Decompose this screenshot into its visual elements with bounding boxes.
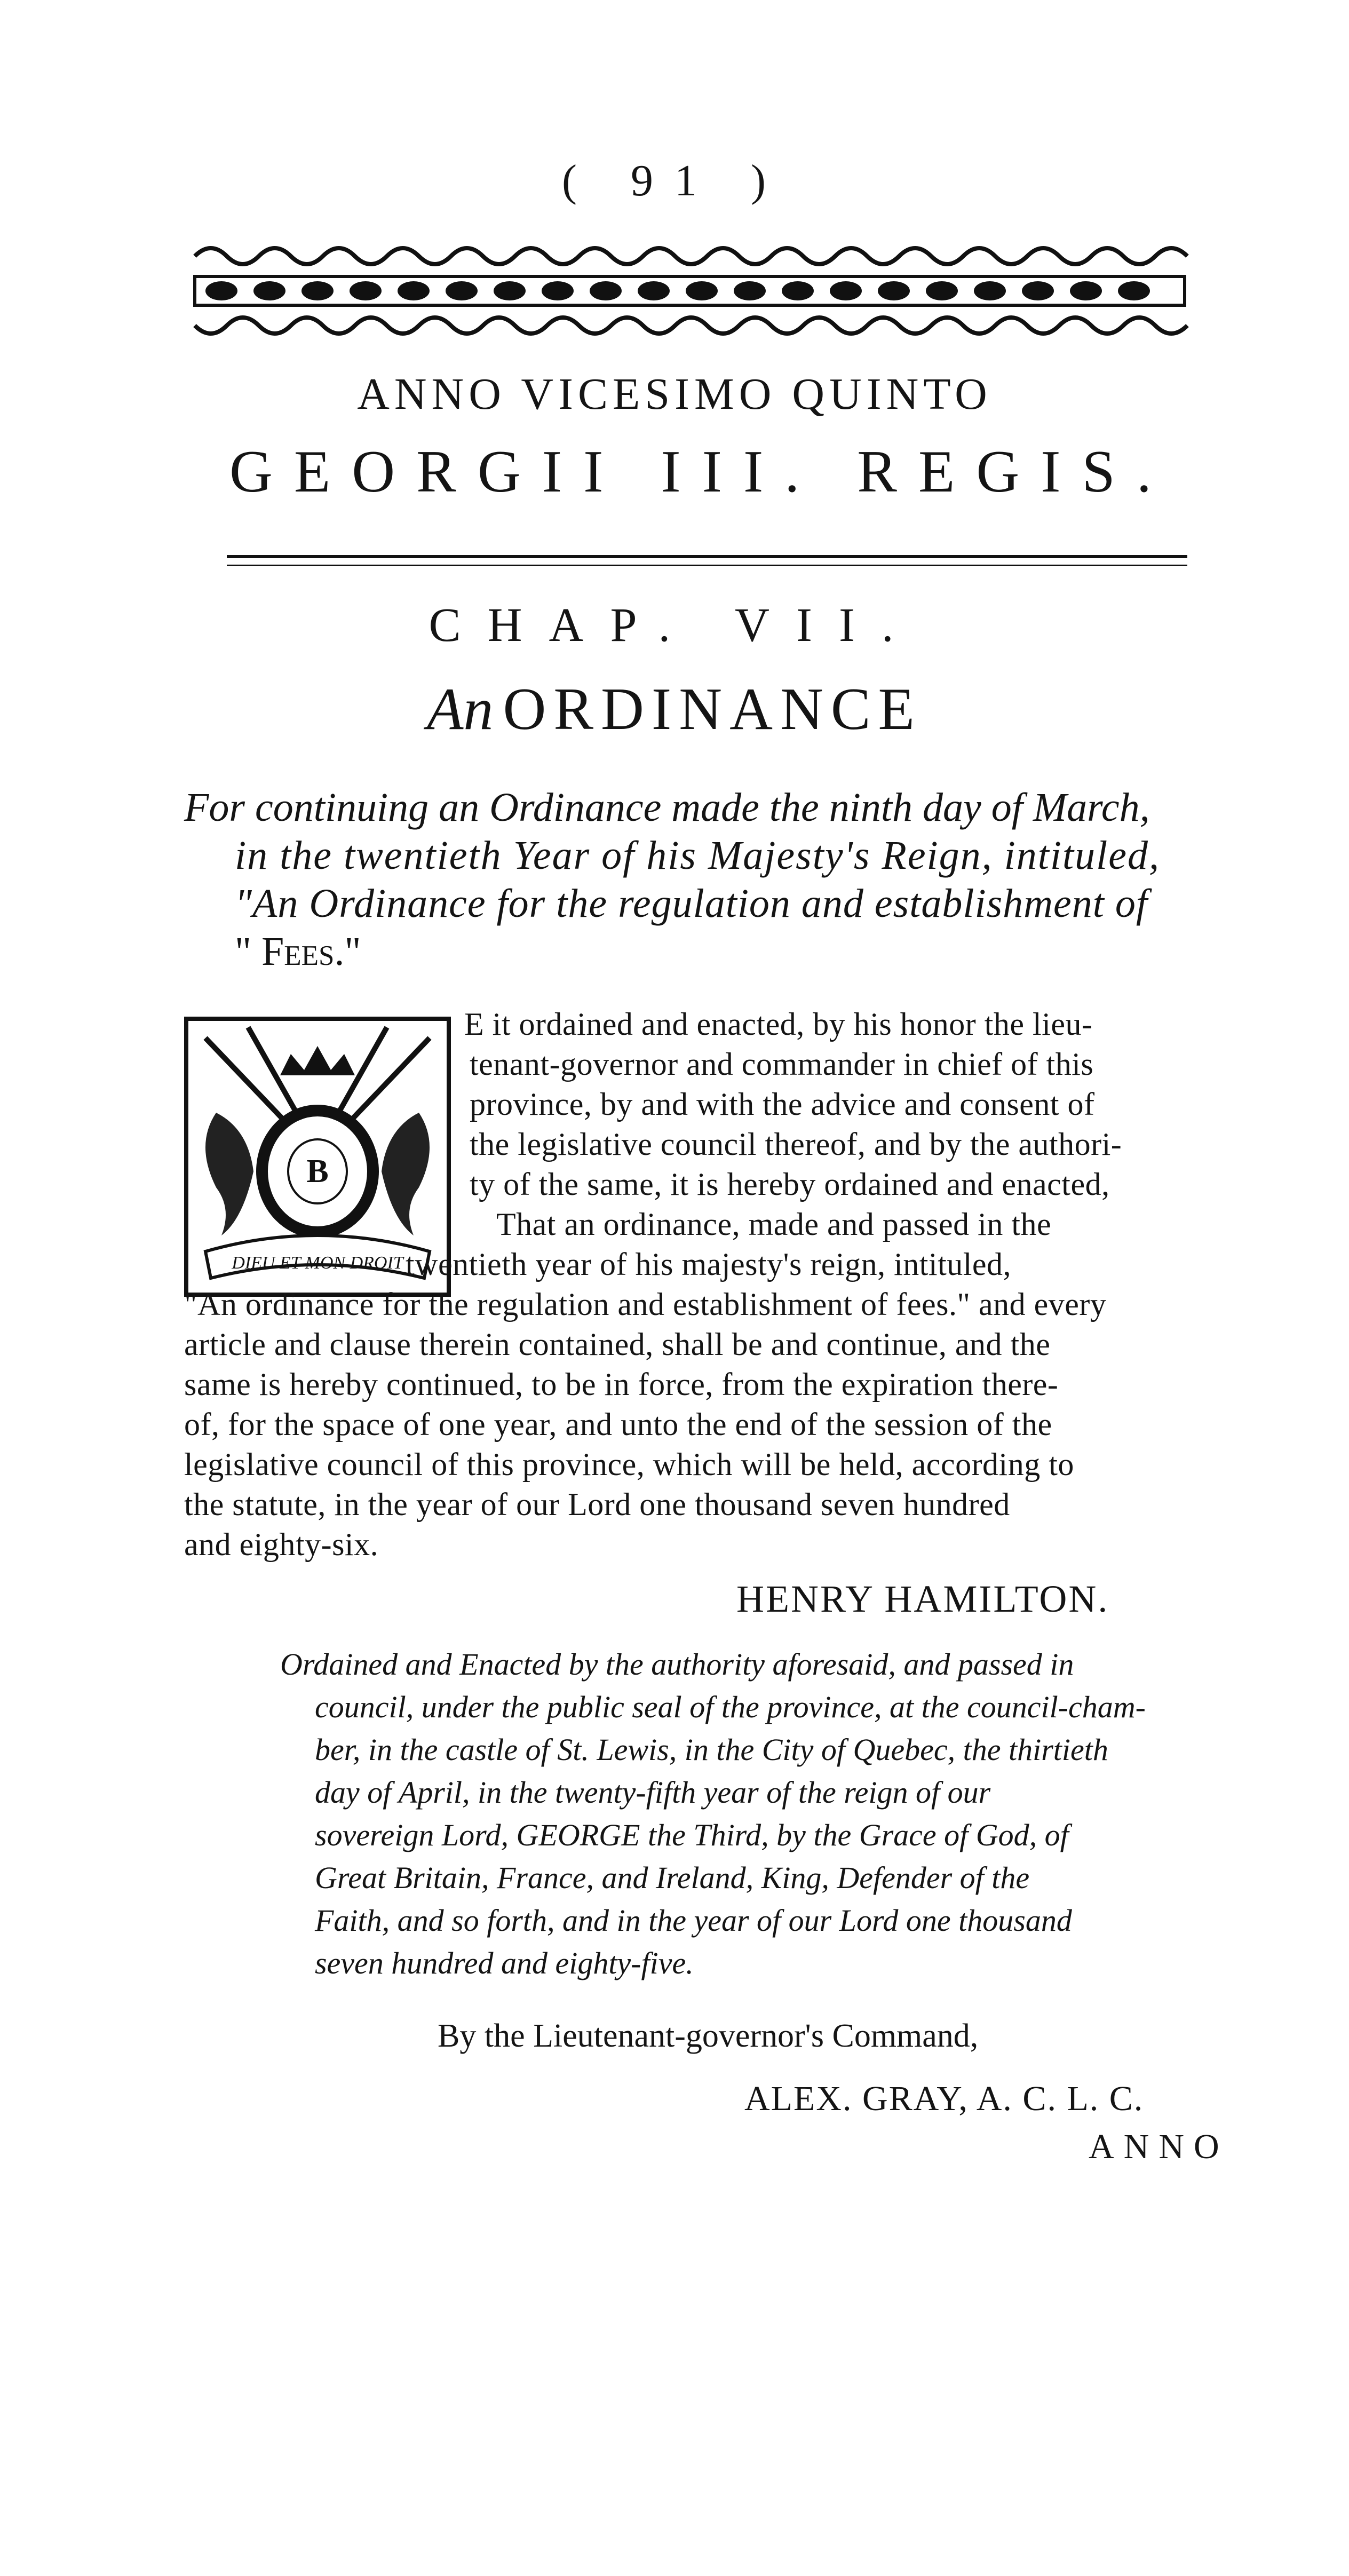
ordinance-title-an: An: [427, 676, 494, 742]
body-line: "An ordinance for the regulation and establishment of fees." and every: [184, 1287, 1107, 1322]
body-line: legislative council of this province, which will be held, according to: [184, 1447, 1074, 1482]
body-line: That an ordinance, made and passed in the: [496, 1207, 1052, 1242]
reign-heading: GEORGII III. REGIS.: [229, 439, 1173, 505]
crest-motto: DIEU ET MON DROIT: [232, 1253, 403, 1273]
chapter-heading: CHAP. VII.: [428, 599, 921, 652]
governor-signature: HENRY HAMILTON.: [736, 1578, 1109, 1620]
heading-rule-thin: [227, 565, 1187, 566]
catchword: ANNO: [1089, 2127, 1229, 2166]
session-heading: ANNO VICESIMO QUINTO: [357, 369, 992, 419]
body-line: of, for the space of one year, and unto the end of the session of the: [184, 1407, 1052, 1442]
heading-rule: [227, 555, 1187, 558]
body-line: ty of the same, it is hereby ordained and enacted,: [470, 1167, 1110, 1202]
ordained-line: Faith, and so forth, and in the year of our Lord one thousand: [315, 1903, 1072, 1938]
secretary-signature: ALEX. GRAY, A. C. L. C.: [744, 2079, 1144, 2118]
body-line: E it ordained and enacted, by his honor the lieu-: [464, 1006, 1093, 1042]
subtitle-line: " Fees.": [235, 929, 361, 974]
body-line: and eighty-six.: [184, 1527, 379, 1562]
ordained-line: Ordained and Enacted by the authority aforesaid, and passed in: [280, 1647, 1074, 1682]
subtitle-line: in the twentieth Year of his Majesty's Reign, intituled,: [235, 833, 1160, 878]
body-line: the statute, in the year of our Lord one thousand seven hundred: [184, 1487, 1010, 1522]
ordained-line: Great Britain, France, and Ireland, King, Defender of the: [315, 1860, 1030, 1895]
body-line: article and clause therein contained, shall be and continue, and the: [184, 1327, 1051, 1362]
body-line: same is hereby continued, to be in force, from the expiration there-: [184, 1367, 1059, 1402]
crest-letter: B: [306, 1153, 329, 1190]
ordinance-title-word: ORDINANCE: [503, 676, 922, 742]
command-line: By the Lieutenant-governor's Command,: [438, 2018, 979, 2054]
ordained-line: council, under the public seal of the province, at the council-cham-: [315, 1690, 1146, 1724]
body-line: tenant-governor and commander in chief of this: [470, 1047, 1094, 1082]
decorative-border-ornament: [189, 235, 1190, 347]
body-line: province, by and with the advice and consent of: [470, 1087, 1095, 1122]
ordained-line: sovereign Lord, GEORGE the Third, by the Grace of God, of: [315, 1818, 1069, 1852]
subtitle-line: "An Ordinance for the regulation and establishment of: [235, 881, 1148, 926]
body-line: the legislative council thereof, and by the authori-: [470, 1127, 1122, 1162]
page-number: ( 91 ): [562, 156, 787, 205]
subtitle-line: For continuing an Ordinance made the ninth day of March,: [184, 785, 1150, 830]
ordinance-title: [0, 675, 1349, 744]
ordained-line: day of April, in the twenty-fifth year of the reign of our: [315, 1775, 991, 1810]
body-line: twentieth year of his majesty's reign, intituled,: [406, 1247, 1012, 1282]
ordained-line: seven hundred and eighty-five.: [315, 1946, 694, 1980]
ordained-line: ber, in the castle of St. Lewis, in the City of Quebec, the thirtieth: [315, 1732, 1108, 1767]
